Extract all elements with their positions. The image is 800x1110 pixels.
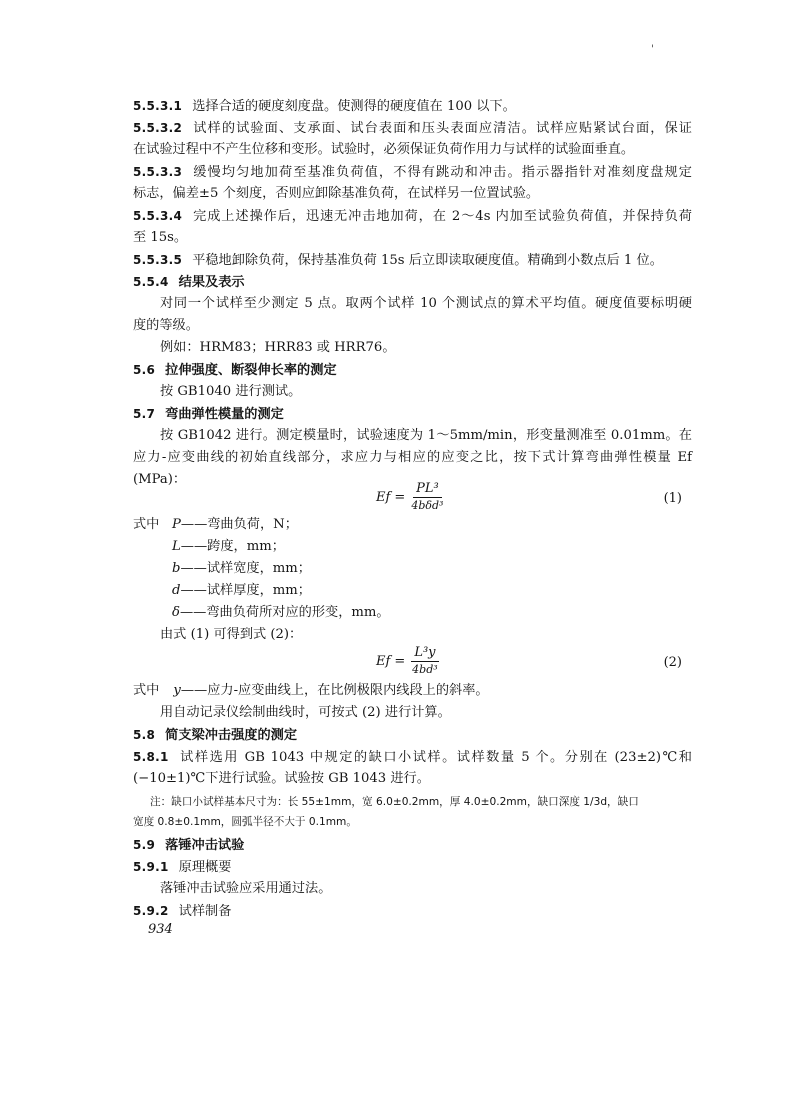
section-5-8 bbox=[133, 724, 692, 747]
clause-text: 选择合适的硬度刻度盘。使测得的硬度值在 100 以下。 bbox=[192, 99, 516, 114]
para-text: 由式 (1) 可得到式 (2)： bbox=[160, 627, 303, 642]
para-text: 按 GB1042 进行。测定模量时，试验速度为 1～5mm/min，形变量测准至 0.01mm。在 bbox=[160, 428, 692, 443]
para-derive bbox=[160, 624, 692, 646]
formula-denominator: 4bδd³ bbox=[411, 499, 444, 512]
clause-text: 试样的试验面、支承面、试台表面和压头表面应清洁。试样应贴紧试台面，保证 bbox=[192, 121, 692, 136]
formula-1 bbox=[0, 482, 800, 516]
section-number: 5.6 bbox=[133, 363, 156, 377]
clause-5-5-3-3-cont bbox=[133, 183, 692, 205]
clause-number: 5.5.3.2 bbox=[133, 121, 183, 135]
section-5-6 bbox=[133, 359, 692, 382]
para-result-cont bbox=[133, 315, 692, 337]
clause-5-5-3-1 bbox=[133, 95, 692, 118]
var-desc: ——应力-应变曲线上，在比例极限内线段上的斜率。 bbox=[180, 683, 489, 698]
section-5-9-1 bbox=[133, 856, 692, 879]
formula-lhs: Ef = bbox=[376, 654, 406, 669]
formula-fraction bbox=[411, 482, 443, 513]
section-number: 5.7 bbox=[133, 407, 156, 421]
clause-number: 5.5.3.4 bbox=[133, 209, 183, 223]
section-heading: 原理概要 bbox=[178, 860, 232, 875]
clause-number: 5.5.3.3 bbox=[133, 165, 183, 179]
var-desc: ——试样厚度，mm； bbox=[180, 583, 311, 598]
clause-5-5-3-4 bbox=[133, 205, 692, 228]
var-symbol: d bbox=[172, 583, 181, 598]
var-desc: ——跨度，mm； bbox=[180, 539, 285, 554]
var-symbol: δ bbox=[172, 605, 180, 620]
var-symbol: P bbox=[172, 517, 181, 532]
para-result bbox=[160, 293, 692, 315]
para-example bbox=[160, 337, 692, 359]
clause-text: 缓慢均匀地加荷至基准负荷值，不得有跳动和冲击。指示器指针对准刻度盘规定 bbox=[192, 165, 692, 180]
var-d bbox=[172, 580, 311, 602]
clause-5-5-3-2-cont bbox=[133, 139, 692, 161]
clause-text: 至 15s。 bbox=[133, 230, 188, 245]
var-symbol: y bbox=[173, 683, 181, 698]
clause-5-5-3-5 bbox=[133, 249, 692, 272]
note-line-1 bbox=[150, 792, 692, 812]
clause-5-5-3-4-cont bbox=[133, 227, 692, 249]
clause-text: 平稳地卸除负荷，保持基准负荷 15s 后立即读取硬度值。精确到小数点后 1 位。 bbox=[192, 253, 663, 268]
clause-text: 标志，偏差±5 个刻度，否则应卸除基准负荷，在试样另一位置试验。 bbox=[133, 186, 540, 201]
para-auto bbox=[160, 702, 692, 724]
para-5-7-cont bbox=[133, 447, 692, 469]
var-desc: ——弯曲负荷所对应的形变，mm。 bbox=[179, 605, 390, 620]
clause-number: 5.5.3.1 bbox=[133, 99, 183, 113]
section-heading: 简支梁冲击强度的测定 bbox=[165, 728, 298, 743]
section-5-7 bbox=[133, 403, 692, 426]
note-text: 宽度 0.8±0.1mm，圆弧半径不大于 0.1mm。 bbox=[133, 816, 357, 828]
var-desc: ——弯曲负荷，N； bbox=[180, 517, 298, 532]
where-text: 式中 bbox=[133, 683, 160, 698]
clause-text: (−10±1)℃下进行试验。试验按 GB 1043 进行。 bbox=[133, 771, 430, 786]
where-text: 式中 bbox=[133, 517, 160, 532]
para-text: 度的等级。 bbox=[133, 318, 199, 333]
para-5-6 bbox=[160, 381, 692, 403]
section-number: 5.9 bbox=[133, 838, 156, 852]
section-heading: 落锤冲击试验 bbox=[165, 838, 245, 853]
formula-fraction bbox=[411, 646, 438, 677]
section-number: 5.9.2 bbox=[133, 904, 169, 918]
page-number: 934 bbox=[148, 922, 173, 937]
var-symbol: b bbox=[172, 561, 181, 576]
section-5-5-4 bbox=[133, 271, 692, 294]
section-number: 5.8 bbox=[133, 728, 156, 742]
formula-lhs: Ef = bbox=[376, 490, 406, 505]
where-2 bbox=[133, 680, 692, 702]
formula-label: (1) bbox=[663, 491, 682, 506]
section-5-9-2 bbox=[133, 900, 692, 923]
var-symbol: L bbox=[172, 539, 181, 554]
section-heading: 弯曲弹性模量的测定 bbox=[165, 407, 284, 422]
formula-denominator: 4bd³ bbox=[412, 663, 438, 676]
var-L bbox=[172, 536, 285, 558]
para-text: 落锤冲击试验应采用通过法。 bbox=[160, 881, 332, 896]
var-P bbox=[172, 514, 298, 536]
clause-5-8-1-cont bbox=[133, 768, 692, 790]
section-5-9 bbox=[133, 834, 692, 857]
formula-2 bbox=[0, 646, 800, 680]
note-text: 注：缺口小试样基本尺寸为：长 55±1mm，宽 6.0±0.2mm，厚 4.0±0.2mm，缺口深度 1/3d，缺口 bbox=[150, 796, 639, 808]
section-heading: 拉伸强度、断裂伸长率的测定 bbox=[165, 363, 337, 378]
para-text: 例如：HRM83；HRR83 或 HRR76。 bbox=[160, 340, 396, 355]
clause-number: 5.5.3.5 bbox=[133, 253, 183, 267]
clause-5-5-3-2 bbox=[133, 117, 692, 140]
para-text: (MPa)： bbox=[133, 472, 187, 487]
section-heading: 试样制备 bbox=[178, 904, 232, 919]
stray-mark: ' bbox=[651, 44, 654, 55]
para-5-9-1 bbox=[160, 878, 692, 900]
clause-5-5-3-3 bbox=[133, 161, 692, 184]
formula-label: (2) bbox=[663, 655, 682, 670]
clause-text: 完成上述操作后，迅速无冲击地加荷，在 2～4s 内加至试验负荷值，并保持负荷 bbox=[192, 209, 692, 224]
clause-5-8-1 bbox=[133, 746, 692, 769]
para-text: 对同一个试样至少测定 5 点。取两个试样 10 个测试点的算术平均值。硬度值要标明硬 bbox=[160, 296, 692, 311]
section-number: 5.9.1 bbox=[133, 860, 169, 874]
formula-numerator: L³y bbox=[411, 646, 438, 662]
clause-text: 在试验过程中不产生位移和变形。试验时，必须保证负荷作用力与试样的试验面垂直。 bbox=[133, 142, 635, 157]
section-heading: 结果及表示 bbox=[178, 275, 245, 290]
var-b bbox=[172, 558, 311, 580]
para-text: 按 GB1040 进行测试。 bbox=[160, 384, 302, 399]
var-desc: ——试样宽度，mm； bbox=[180, 561, 311, 576]
clause-text: 试样选用 GB 1043 中规定的缺口小试样。试样数量 5 个。分别在 (23±2)℃和 bbox=[178, 750, 692, 765]
note-line-2 bbox=[133, 812, 692, 832]
para-text: 用自动记录仪绘制曲线时，可按式 (2) 进行计算。 bbox=[160, 705, 451, 720]
var-delta bbox=[172, 602, 390, 624]
para-text: 应力-应变曲线的初始直线部分，求应力与相应的应变之比，按下式计算弯曲弹性模量 Ef bbox=[133, 450, 692, 465]
formula-numerator: PL³ bbox=[413, 482, 442, 498]
clause-number: 5.8.1 bbox=[133, 750, 169, 764]
section-number: 5.5.4 bbox=[133, 275, 169, 289]
para-5-7 bbox=[160, 425, 692, 447]
